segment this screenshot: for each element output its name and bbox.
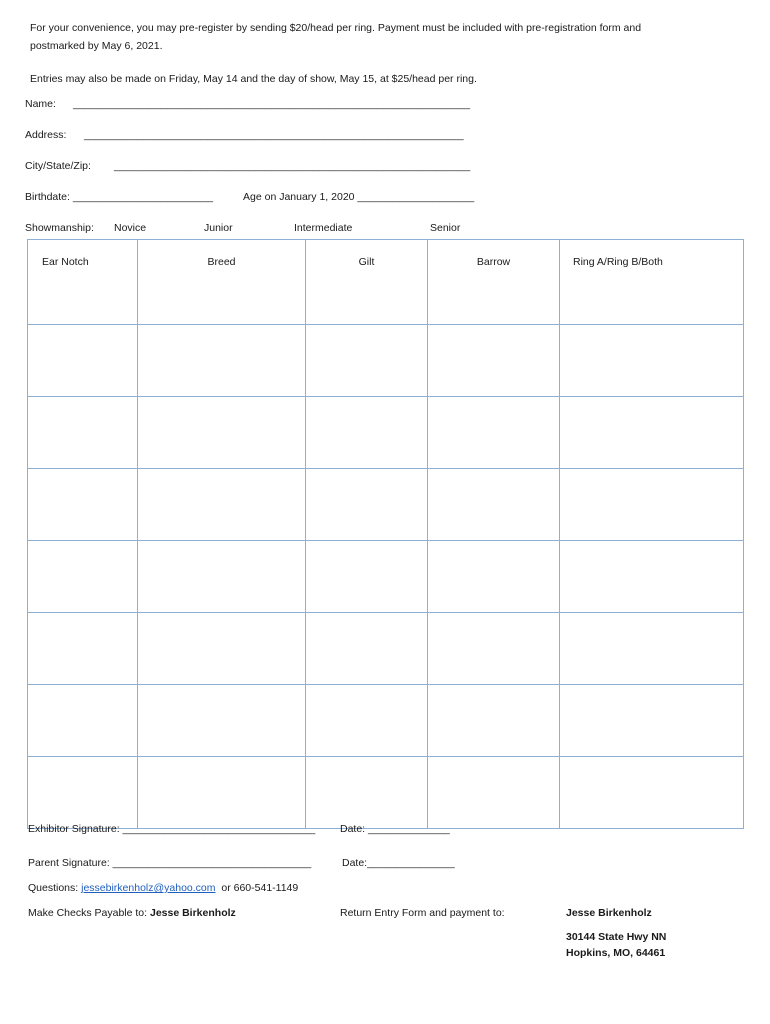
table-row xyxy=(28,757,744,829)
table-cell[interactable] xyxy=(306,325,428,397)
table-cell[interactable] xyxy=(306,541,428,613)
table-cell[interactable] xyxy=(28,469,138,541)
showmanship-label: Showmanship: xyxy=(25,222,94,234)
checks-payable-line xyxy=(28,907,236,919)
address-label: Address: xyxy=(25,129,67,141)
table-cell[interactable] xyxy=(28,397,138,469)
intro-line-2: postmarked by May 6, 2021. xyxy=(30,40,163,52)
showmanship-option-intermediate[interactable]: Intermediate xyxy=(294,222,353,234)
header-ring: Ring A/Ring B/Both xyxy=(560,240,744,325)
questions-label: Questions: xyxy=(28,882,79,894)
return-name: Jesse Birkenholz xyxy=(566,907,652,919)
header-gilt: Gilt xyxy=(306,240,428,325)
table-cell[interactable] xyxy=(428,397,560,469)
birthdate-field[interactable]: Birthdate: ________________________ xyxy=(25,191,214,203)
table-cell[interactable] xyxy=(28,325,138,397)
table-row xyxy=(28,325,744,397)
table-cell[interactable] xyxy=(428,541,560,613)
table-cell[interactable] xyxy=(560,685,744,757)
showmanship-option-senior[interactable]: Senior xyxy=(430,222,461,234)
table-cell[interactable] xyxy=(306,613,428,685)
table-cell[interactable] xyxy=(560,397,744,469)
checks-label: Make Checks Payable to: xyxy=(28,907,148,919)
parent-date-field[interactable]: Date:_______________ xyxy=(342,857,455,869)
age-field[interactable]: Age on January 1, 2020 ____________________ xyxy=(243,191,475,203)
parent-signature-field[interactable]: Parent Signature: __________________________________ xyxy=(28,857,312,869)
table-cell[interactable] xyxy=(428,685,560,757)
table-row xyxy=(28,469,744,541)
phone-number: or 660-541-1149 xyxy=(221,882,299,894)
table-cell[interactable] xyxy=(138,757,306,829)
table-cell[interactable] xyxy=(560,469,744,541)
table-cell[interactable] xyxy=(428,757,560,829)
header-ear-notch: Ear Notch xyxy=(28,240,138,325)
header-barrow: Barrow xyxy=(428,240,560,325)
table-cell[interactable] xyxy=(306,685,428,757)
table-cell[interactable] xyxy=(138,397,306,469)
table-header-row xyxy=(28,240,744,325)
table-cell[interactable] xyxy=(560,757,744,829)
exhibitor-date-field[interactable]: Date: ______________ xyxy=(340,823,450,835)
table-cell[interactable] xyxy=(138,685,306,757)
email-link[interactable]: jessebirkenholz@yahoo.com xyxy=(81,882,216,894)
table-cell[interactable] xyxy=(428,469,560,541)
table-cell[interactable] xyxy=(428,613,560,685)
table-row xyxy=(28,541,744,613)
late-entries-note: Entries may also be made on Friday, May 14 and the day of show, May 15, at $25/head per ring. xyxy=(30,73,477,85)
checks-name: Jesse Birkenholz xyxy=(149,907,236,919)
table-cell[interactable] xyxy=(138,613,306,685)
table-cell[interactable] xyxy=(28,757,138,829)
table-cell[interactable] xyxy=(428,325,560,397)
header-breed: Breed xyxy=(138,240,306,325)
return-address-line-2: Hopkins, MO, 64461 xyxy=(566,947,666,959)
table-cell[interactable] xyxy=(138,541,306,613)
entry-table xyxy=(27,239,744,829)
address-field[interactable]: _________________________________________________________________ xyxy=(84,129,464,141)
city-state-zip-label: City/State/Zip: xyxy=(25,160,91,172)
return-address-line-1: 30144 State Hwy NN xyxy=(566,931,667,943)
table-cell[interactable] xyxy=(306,757,428,829)
table-cell[interactable] xyxy=(560,613,744,685)
showmanship-option-novice[interactable]: Novice xyxy=(114,222,147,234)
table-row xyxy=(28,685,744,757)
table-cell[interactable] xyxy=(138,469,306,541)
table-cell[interactable] xyxy=(28,541,138,613)
name-label: Name: xyxy=(25,98,56,110)
city-state-zip-field[interactable]: _____________________________________________________________ xyxy=(114,160,471,172)
table-cell[interactable] xyxy=(28,613,138,685)
intro-line-1: For your convenience, you may pre-register by sending $20/head per ring. Payment must be included with pre-registration form and xyxy=(30,22,642,34)
table-cell[interactable] xyxy=(28,685,138,757)
table-cell[interactable] xyxy=(560,325,744,397)
return-label: Return Entry Form and payment to: xyxy=(340,907,505,919)
table-cell[interactable] xyxy=(306,397,428,469)
table-row xyxy=(28,613,744,685)
intro-paragraph xyxy=(30,19,730,55)
table-cell[interactable] xyxy=(306,469,428,541)
name-field[interactable]: ____________________________________________________________________ xyxy=(73,98,471,110)
exhibitor-signature-field[interactable]: Exhibitor Signature: _________________________________ xyxy=(28,823,316,835)
questions-line xyxy=(28,882,298,894)
showmanship-option-junior[interactable]: Junior xyxy=(204,222,233,234)
table-row xyxy=(28,397,744,469)
table-cell[interactable] xyxy=(560,541,744,613)
table-cell[interactable] xyxy=(138,325,306,397)
